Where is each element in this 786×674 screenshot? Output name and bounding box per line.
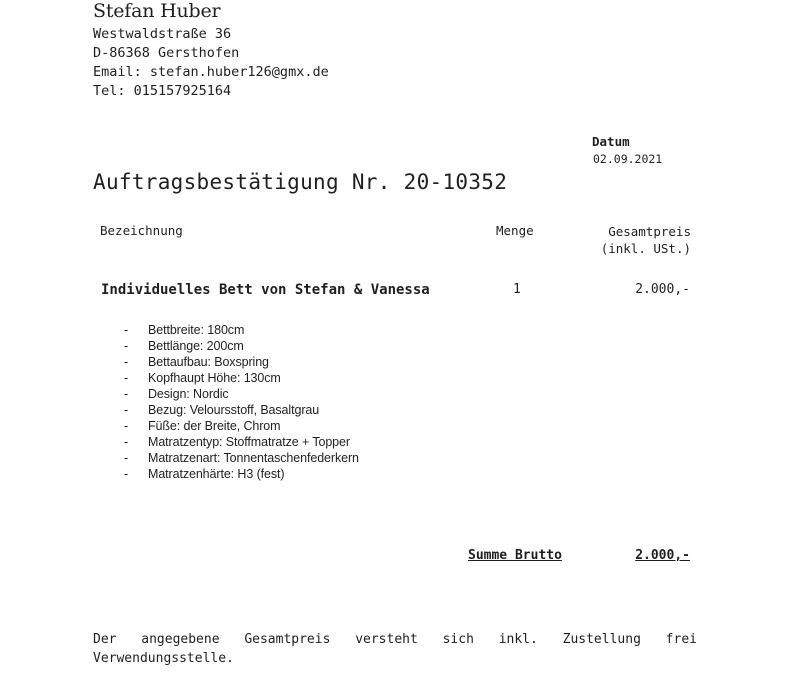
header-quantity: Menge xyxy=(496,223,534,238)
bullet-dash: - xyxy=(124,419,129,433)
item-quantity: 1 xyxy=(513,282,521,297)
date-value: 02.09.2021 xyxy=(593,152,663,166)
list-item xyxy=(124,402,359,418)
list-item xyxy=(124,466,359,482)
bullet-dash: - xyxy=(124,387,129,401)
detail-text: Matratzentyp: Stoffmatratze + Topper xyxy=(148,435,350,449)
sender-phone: Tel: 015157925164 xyxy=(93,83,232,99)
bullet-dash: - xyxy=(124,403,129,417)
sender-name: Stefan Huber xyxy=(93,0,221,22)
list-item xyxy=(124,354,359,370)
summary-label: Summe Brutto xyxy=(468,548,562,563)
list-item xyxy=(124,386,359,402)
item-price: 2.000,- xyxy=(635,282,690,297)
detail-text: Bettaufbau: Boxspring xyxy=(148,355,269,369)
detail-text: Bezug: Veloursstoff, Basaltgrau xyxy=(148,403,320,417)
item-name: Individuelles Bett von Stefan & Vanessa xyxy=(101,282,430,298)
sender-street: Westwaldstraße 36 xyxy=(93,26,232,42)
bullet-dash: - xyxy=(124,467,129,481)
list-item xyxy=(124,322,359,338)
header-description: Bezeichnung xyxy=(100,223,183,238)
list-item xyxy=(124,434,359,450)
list-item xyxy=(124,338,359,354)
bullet-dash: - xyxy=(124,339,129,353)
summary-value: 2.000,- xyxy=(635,548,690,563)
footer-note: Der angegebene Gesamtpreis versteht sich inkl. Zustellung frei Verwendungsstelle. xyxy=(93,632,697,666)
bullet-dash: - xyxy=(124,451,129,465)
item-details-list xyxy=(124,322,359,482)
sender-email: Email: stefan.huber126@gmx.de xyxy=(93,64,329,80)
detail-text: Füße: der Breite, Chrom xyxy=(148,419,281,433)
detail-text: Kopfhaupt Höhe: 130cm xyxy=(148,371,281,385)
detail-text: Bettlänge: 200cm xyxy=(148,339,244,353)
date-label: Datum xyxy=(592,134,630,149)
detail-text: Matratzenhärte: H3 (fest) xyxy=(148,467,285,481)
header-total: Gesamtpreis (inkl. USt.) xyxy=(600,224,691,256)
detail-text: Bettbreite: 180cm xyxy=(148,323,245,337)
list-item xyxy=(124,370,359,386)
detail-text: Design: Nordic xyxy=(148,387,229,401)
bullet-dash: - xyxy=(124,355,129,369)
list-item xyxy=(124,418,359,434)
bullet-dash: - xyxy=(124,435,129,449)
detail-text: Matratzenart: Tonnentaschenfederkern xyxy=(148,451,359,465)
sender-city: D-86368 Gersthofen xyxy=(93,45,240,61)
bullet-dash: - xyxy=(124,323,129,337)
document-title: Auftragsbestätigung Nr. 20-10352 xyxy=(93,170,508,194)
bullet-dash: - xyxy=(124,371,129,385)
list-item xyxy=(124,450,359,466)
